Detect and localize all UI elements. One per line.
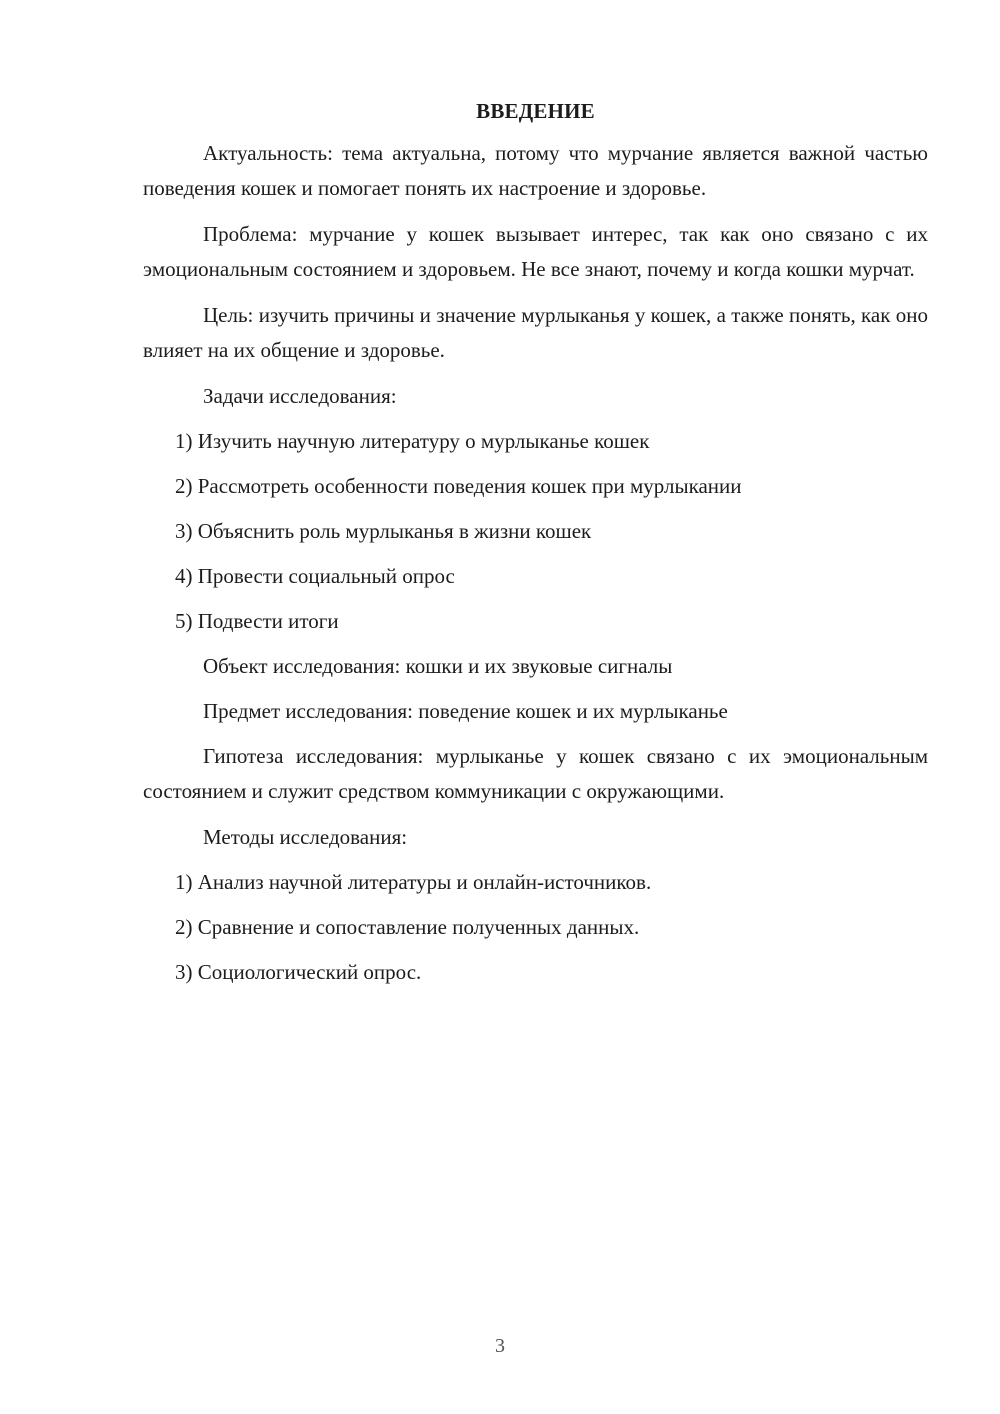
tasks-heading: Задачи исследования: [203,384,397,408]
page-number: 3 [495,1335,505,1357]
methods-list [143,865,928,990]
tasks-list [143,424,928,639]
list-item: 1) Анализ научной литературы и онлайн-источников. [175,870,652,894]
list-item: 5) Подвести итоги [175,609,339,633]
methods-heading: Методы исследования: [203,825,408,849]
list-item: 2) Рассмотреть особенности поведения кошек при мурлыкании [175,474,742,498]
problem-paragraph: Проблема: мурчание у кошек вызывает интерес, так как оно связано с их эмоциональным состоянием и здоровьем. Не все знают, почему и когда кошки мурчат. [143,222,928,281]
list-item: 4) Провести социальный опрос [175,564,455,588]
page-content [143,94,928,1000]
relevance-paragraph: Актуальность: тема актуальна, потому что мурчание является важной частью поведения кошек и помогает понять их настроение и здоровье. [143,141,928,200]
list-item: 3) Объяснить роль мурлыканья в жизни кошек [175,519,592,543]
object-line: Объект исследования: кошки и их звуковые сигналы [203,654,673,678]
hypothesis-paragraph: Гипотеза исследования: мурлыканье у кошек связано с их эмоциональным состоянием и служит средством коммуникации с окружающими. [143,744,928,803]
list-item: 1) Изучить научную литературу о мурлыканье кошек [175,429,650,453]
section-title: ВВЕДЕНИЕ [476,99,595,123]
list-item: 3) Социологический опрос. [175,960,422,984]
subject-line: Предмет исследования: поведение кошек и их мурлыканье [203,699,728,723]
list-item: 2) Сравнение и сопоставление полученных данных. [175,915,640,939]
goal-paragraph: Цель: изучить причины и значение мурлыканья у кошек, а также понять, как оно влияет на их общение и здоровье. [143,303,928,362]
